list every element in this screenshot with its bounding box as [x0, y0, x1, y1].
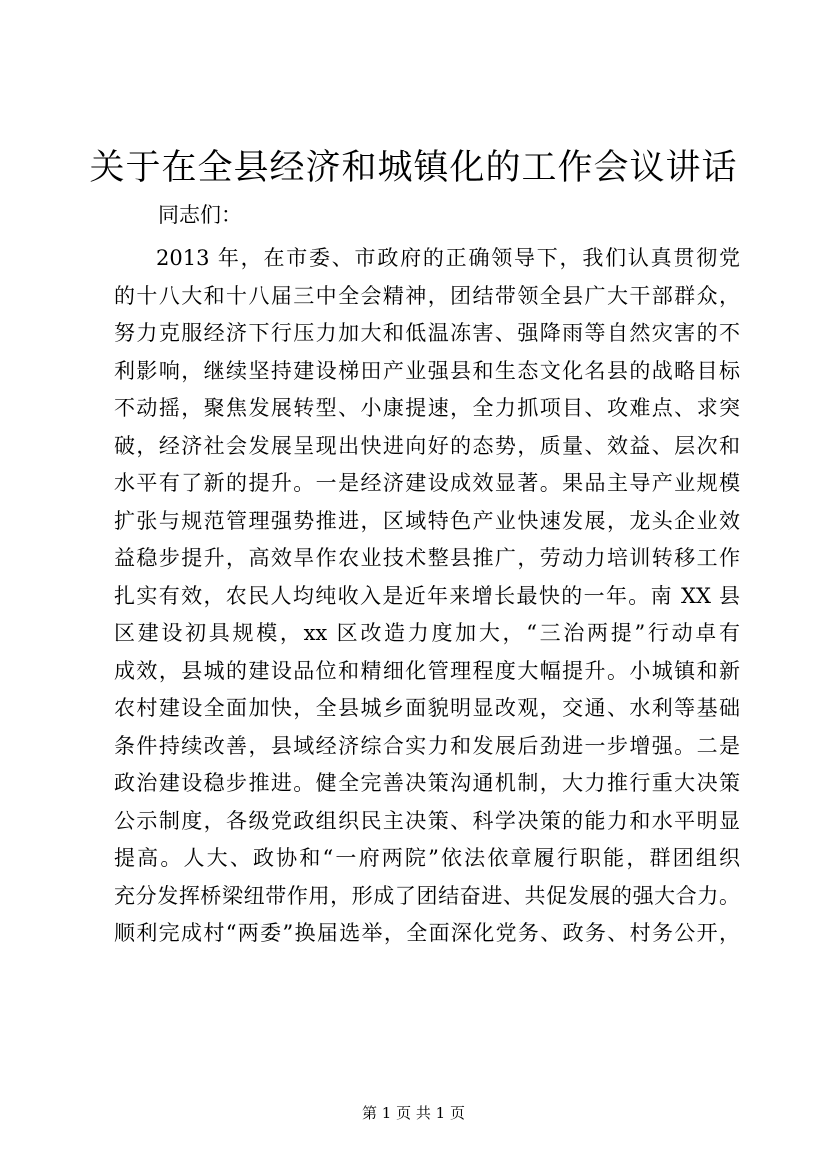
body-line: 提高。人大、政协和“一府两院”依法依章履行职能，群团组织 — [114, 846, 740, 870]
document-title: 关于在全县经济和城镇化的工作会议讲话 — [89, 148, 738, 188]
body-line: 的十八大和十八届三中全会精神，团结带领全县广大干部群众， — [114, 283, 740, 308]
body-line: 水平有了新的提升。一是经济建设成效显著。果品主导产业规模 — [114, 471, 740, 495]
body-line: 扩张与规范管理强势推进，区域特色产业快速发展，龙头企业效 — [114, 508, 740, 533]
body-line: 农村建设全面加快，全县城乡面貌明显改观，交通、水利等基础 — [114, 696, 740, 720]
body-line: 不动摇，聚焦发展转型、小康提速，全力抓项目、攻难点、求突 — [114, 396, 740, 420]
body-line: 扎实有效，农民人均纯收入是近年来增长最快的一年。南 XX 县 — [114, 583, 740, 608]
body-line: 破，经济社会发展呈现出快进向好的态势，质量、效益、层次和 — [114, 433, 740, 458]
body-line: 成效，县城的建设品位和精细化管理程度大幅提升。小城镇和新 — [114, 658, 740, 683]
body-line: 充分发挥桥梁纽带作用，形成了团结奋进、共促发展的强大合力。 — [114, 883, 740, 908]
body-line: 益稳步提升，高效旱作农业技术整县推广，劳动力培训转移工作 — [114, 546, 740, 570]
body-line: 政治建设稳步推进。健全完善决策沟通机制，大力推行重大决策 — [114, 771, 740, 795]
body-line: 努力克服经济下行压力加大和低温冻害、强降雨等自然灾害的不 — [114, 321, 740, 345]
body-text — [114, 240, 740, 953]
body-line: 顺利完成村“两委”换届选举，全面深化党务、政务、村务公开， — [114, 921, 740, 945]
body-line: 条件持续改善，县域经济综合实力和发展后劲进一步增强。二是 — [114, 733, 740, 758]
body-line: 2013 年，在市委、市政府的正确领导下，我们认真贯彻党 — [156, 246, 740, 270]
body-line: 区建设初具规模，xx 区改造力度加大，“三治两提”行动卓有 — [114, 621, 740, 645]
page-footer: 第 1 页 共 1 页 — [362, 1104, 465, 1122]
greeting: 同志们： — [158, 203, 242, 227]
body-line: 利影响，继续坚持建设梯田产业强县和生态文化名县的战略目标 — [114, 358, 740, 383]
body-line: 公示制度，各级党政组织民主决策、科学决策的能力和水平明显 — [114, 808, 740, 833]
